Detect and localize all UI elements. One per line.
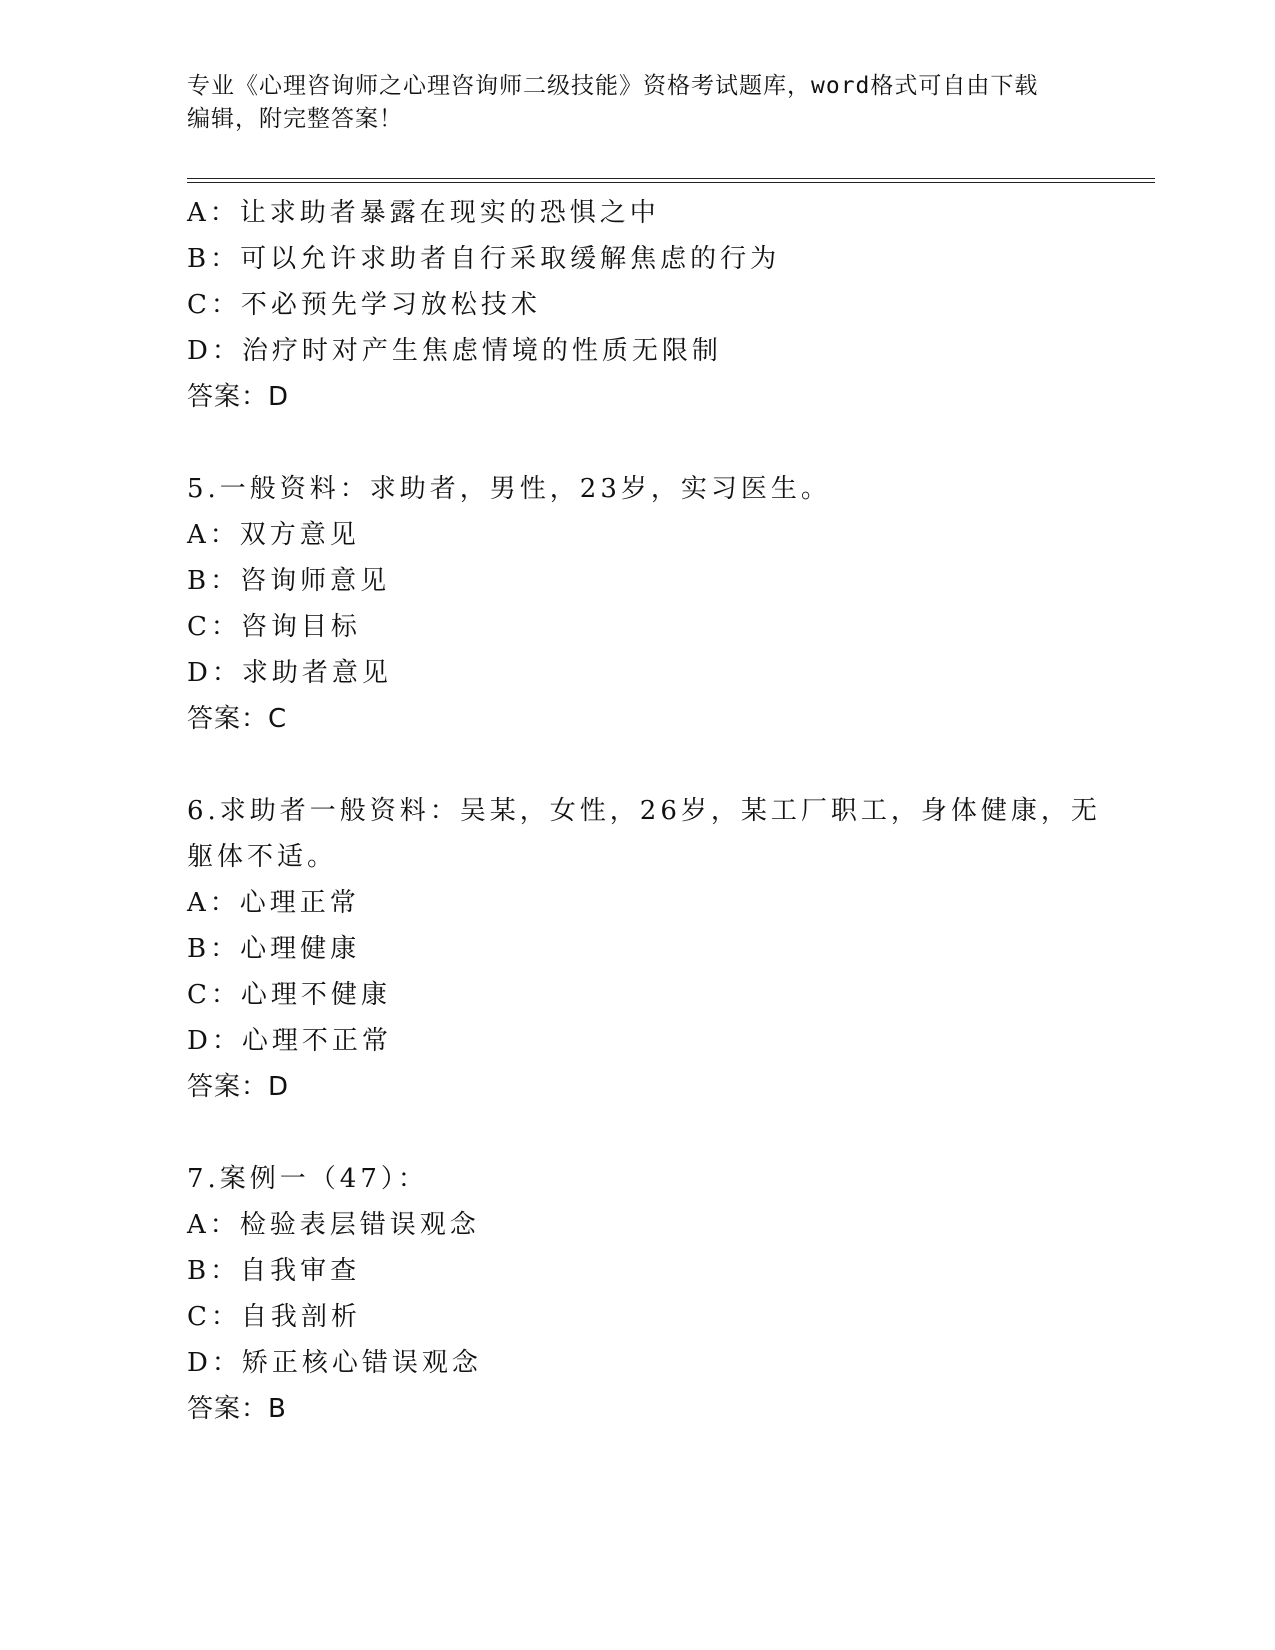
option-a: A：让求助者暴露在现实的恐惧之中 [187,198,660,228]
option-d: D：矫正核心错误观念 [187,1348,482,1378]
question-7 [187,1156,1087,1432]
question-stem-continued: 躯体不适。 [187,842,338,872]
spacer [187,742,1087,788]
answer-line: 答案：D [187,1072,290,1102]
option-a: A：心理正常 [187,888,360,918]
option-c: C：咨询目标 [187,612,361,642]
question-stem: 6.求助者一般资料：吴某，女性，26岁，某工厂职工，身体健康，无 [187,796,1101,826]
option-b: B：自我审查 [187,1256,361,1286]
header-line-1: 专业《心理咨询师之心理咨询师二级技能》资格考试题库，word格式可自由下载 [187,73,1039,99]
header-divider-bottom [187,182,1155,183]
option-b: B：心理健康 [187,934,361,964]
header-line-2: 编辑，附完整答案！ [187,106,403,132]
option-b: B：咨询师意见 [187,566,391,596]
option-a: A：双方意见 [187,520,360,550]
question-4 [187,190,1087,420]
question-stem: 7.案例一（47）： [187,1164,428,1194]
option-d: D：心理不正常 [187,1026,392,1056]
header-divider-top [187,178,1155,179]
question-list [187,190,1101,1432]
document-header [187,70,1067,136]
spacer [187,420,1087,466]
answer-line: 答案：B [187,1394,287,1424]
option-a: A：检验表层错误观念 [187,1210,480,1240]
option-c: C：自我剖析 [187,1302,361,1332]
spacer [187,1110,1087,1156]
question-stem: 5.一般资料：求助者，男性，23岁，实习医生。 [187,474,831,504]
option-c: C：不必预先学习放松技术 [187,290,541,320]
option-b: B：可以允许求助者自行采取缓解焦虑的行为 [187,244,781,274]
option-d: D：求助者意见 [187,658,392,688]
answer-line: 答案：D [187,382,290,412]
question-6 [187,788,1101,1110]
question-5 [187,466,1087,742]
option-d: D：治疗时对产生焦虑情境的性质无限制 [187,336,722,366]
option-c: C：心理不健康 [187,980,391,1010]
answer-line: 答案：C [187,704,288,734]
